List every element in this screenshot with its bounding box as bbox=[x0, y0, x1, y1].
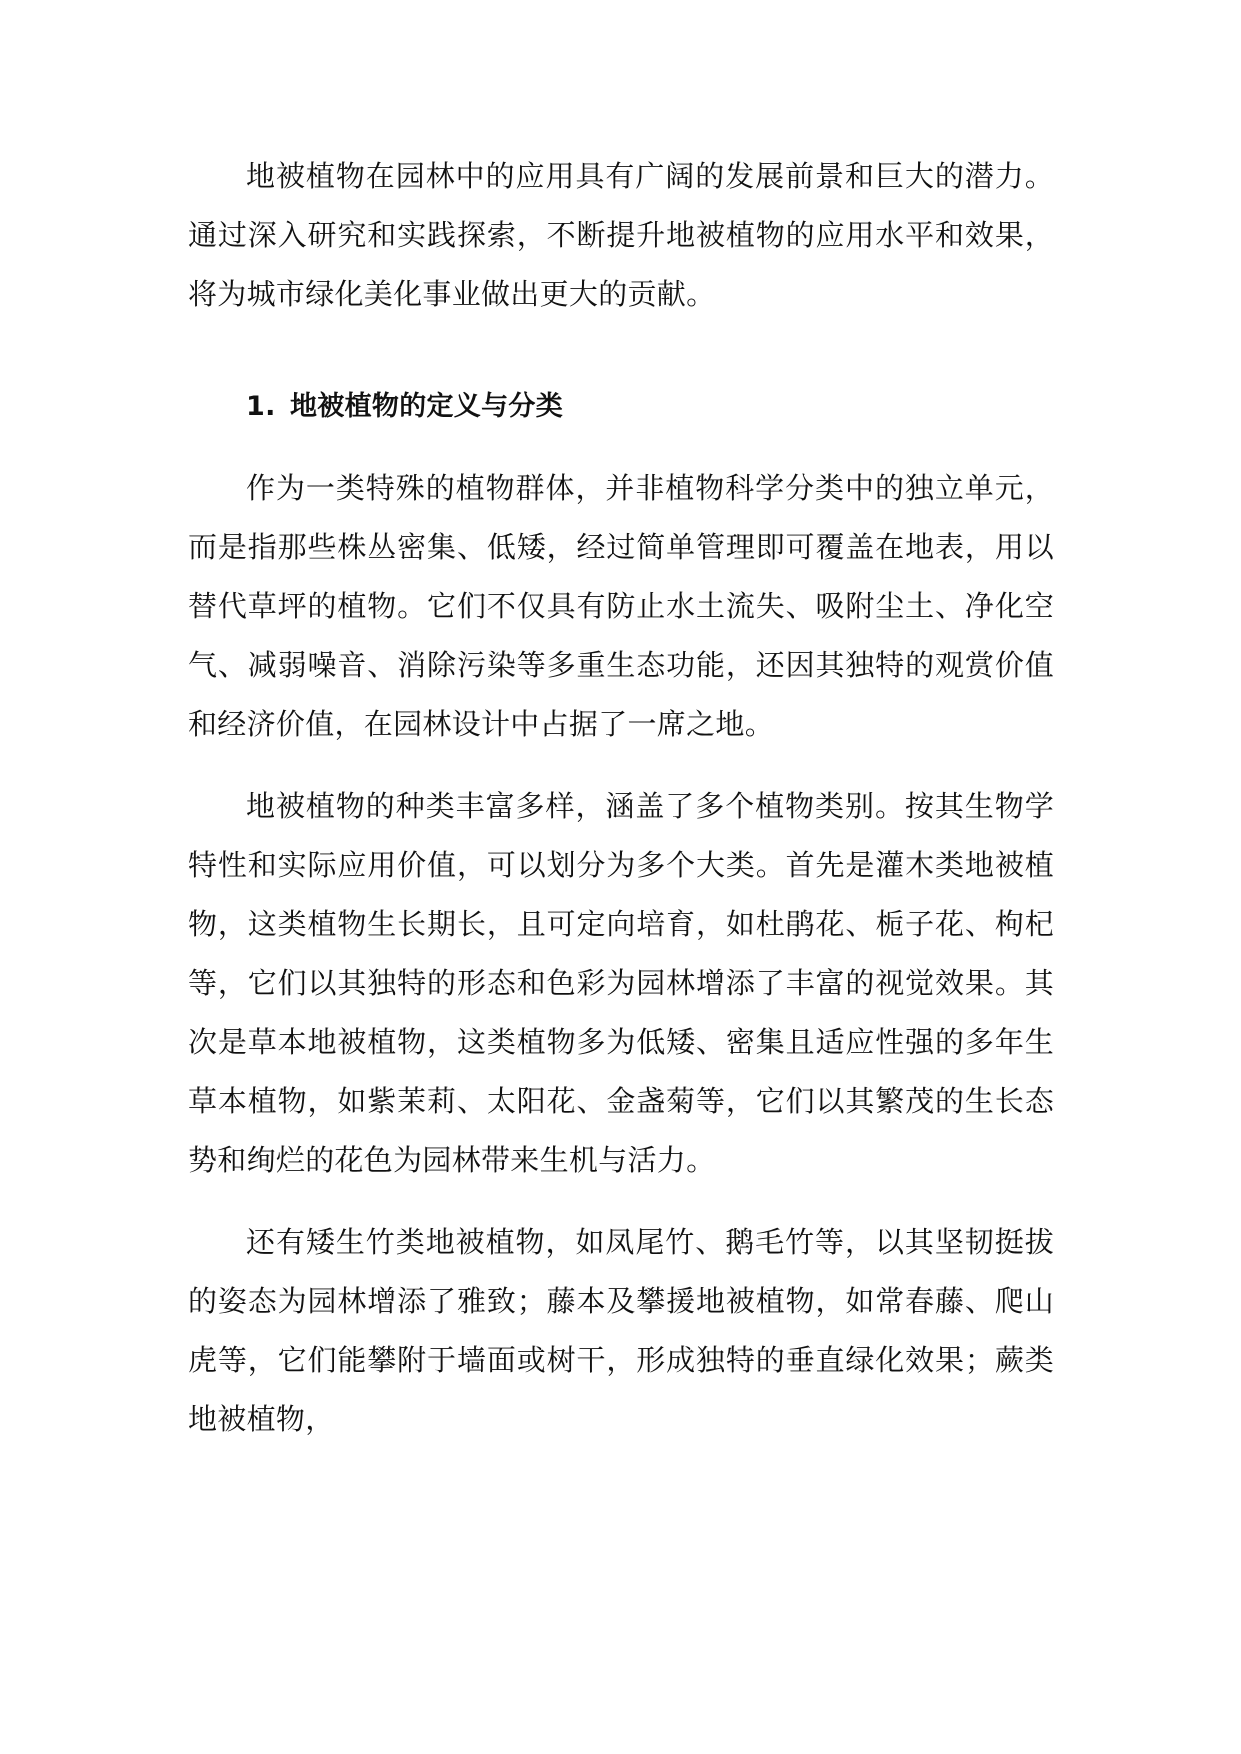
document-body bbox=[188, 147, 1054, 1449]
body-paragraph-definition: 作为一类特殊的植物群体，并非植物科学分类中的独立单元，而是指那些株丛密集、低矮，经过简单管理即可覆盖在地表，用以替代草坪的植物。它们不仅具有防止水土流失、吸附尘土、净化空气、减弱噪音、消除污染等多重生态功能，还因其独特的观赏价值和经济价值，在园林设计中占据了一席之地。 bbox=[188, 471, 1054, 741]
body-paragraph-classification: 地被植物的种类丰富多样，涵盖了多个植物类别。按其生物学特性和实际应用价值，可以划分为多个大类。首先是灌木类地被植物，这类植物生长期长，且可定向培育，如杜鹃花、栀子花、枸杞等，它们以其独特的形态和色彩为园林增添了丰富的视觉效果。其次是草本地被植物，这类植物多为低矮、密集且适应性强的多年生草本植物，如紫茉莉、太阳花、金盏菊等，它们以其繁茂的生长态势和绚烂的花色为园林带来生机与活力。 bbox=[188, 789, 1054, 1177]
intro-paragraph: 地被植物在园林中的应用具有广阔的发展前景和巨大的潜力。通过深入研究和实践探索，不断提升地被植物的应用水平和效果，将为城市绿化美化事业做出更大的贡献。 bbox=[188, 159, 1054, 311]
section-title: 地被植物的定义与分类 bbox=[290, 391, 563, 422]
body-paragraph-other-types: 还有矮生竹类地被植物，如凤尾竹、鹅毛竹等，以其坚韧挺拔的姿态为园林增添了雅致；藤本及攀援地被植物，如常春藤、爬山虎等，它们能攀附于墙面或树干，形成独特的垂直绿化效果；蕨类地被植物， bbox=[188, 1225, 1054, 1436]
section-heading bbox=[188, 377, 1054, 436]
section-number: 1. bbox=[246, 391, 276, 422]
